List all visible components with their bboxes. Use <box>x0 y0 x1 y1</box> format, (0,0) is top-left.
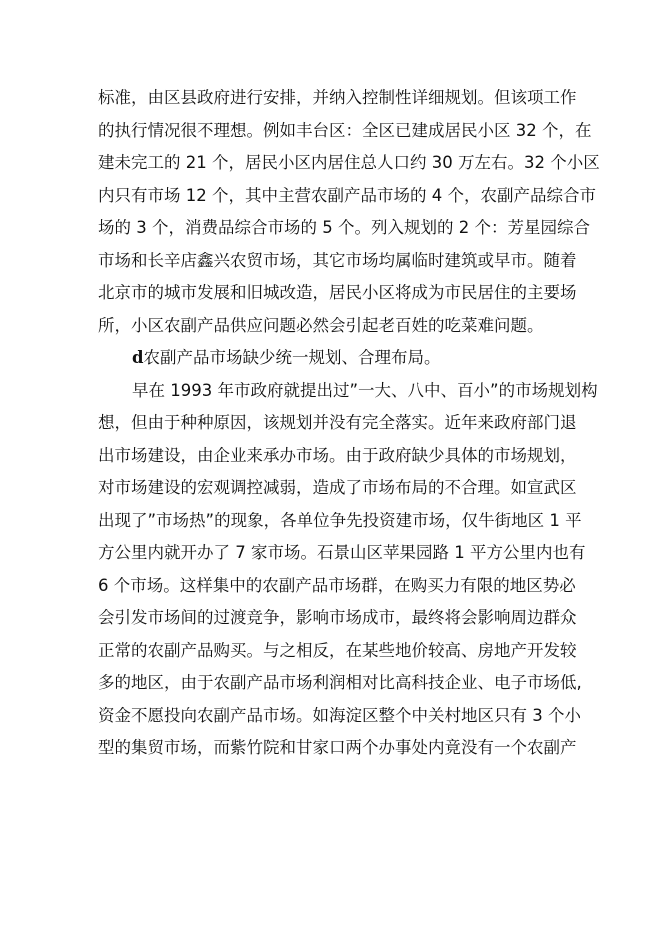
text-line: 早在 1993 年市政府就提出过”一大、八中、百小”的市场规划构 <box>132 380 598 400</box>
text-line: 6 个市场。这样集中的农副产品市场群，在购买力有限的地区势必 <box>98 575 576 595</box>
text-line: 多的地区，由于农副产品市场利润相对比高科技企业、电子市场低, <box>98 673 582 692</box>
text-line: 市场和长辛店鑫兴农贸市场，其它市场均属临时建筑或早市。随着 <box>98 250 577 270</box>
heading-lead-letter: d <box>132 348 144 367</box>
text-line: 方公里内就开办了 7 家市场。石景山区苹果园路 1 平方公里内也有 <box>98 543 586 562</box>
text-line: 想，但由于种种原因，该规划并没有完全落实。近年来政府部门退 <box>98 413 577 432</box>
text-line: 内只有市场 12 个，其中主营农副产品市场的 4 个，农副产品综合市 <box>98 185 596 205</box>
text-line: 会引发市场间的过渡竞争，影响市场成市，最终将会影响周边群众 <box>98 608 577 627</box>
text-line: 北京市的城市发展和旧城改造，居民小区将成为市民居住的主要场 <box>98 283 577 302</box>
text-line: 出现了”市场热”的现象，各单位争先投资建市场，仅牛街地区 1 平 <box>98 510 582 530</box>
text-line: 正常的农副产品购买。与之相反，在某些地价较高、房地产开发较 <box>98 640 577 660</box>
text-line: 所，小区农副产品供应问题必然会引起老百姓的吃菜难问题。 <box>98 315 544 335</box>
text-line: 资金不愿投向农副产品市场。如海淀区整个中关村地区只有 3 个小 <box>98 705 581 725</box>
paragraph-market-layout <box>98 375 598 765</box>
text-line: 对市场建设的宏观调控减弱，造成了市场布局的不合理。如宣武区 <box>98 478 577 497</box>
text-line: 建未完工的 21 个，居民小区内居住总人口约 30 万左右。32 个小区 <box>98 153 600 172</box>
text-line: 型的集贸市场，而紫竹院和甘家口两个办事处内竟没有一个农副产 <box>98 738 577 757</box>
heading-line <box>98 342 550 375</box>
section-heading <box>98 342 550 375</box>
text-line: 标准，由区县政府进行安排，并纳入控制性详细规划。但该项工作 <box>98 88 577 107</box>
text-line: 出市场建设，由企业来承办市场。由于政府缺少具体的市场规划， <box>98 445 577 465</box>
heading-text: 农副产品市场缺少统一规划、合理布局。 <box>143 348 441 367</box>
text-line: 的执行情况很不理想。例如丰台区：全区已建成居民小区 32 个，在 <box>98 120 592 140</box>
text-line: 场的 3 个，消费品综合市场的 5 个。列入规划的 2 个：芳星园综合 <box>98 218 590 237</box>
paragraph-market-planning-fengtai <box>98 82 600 342</box>
